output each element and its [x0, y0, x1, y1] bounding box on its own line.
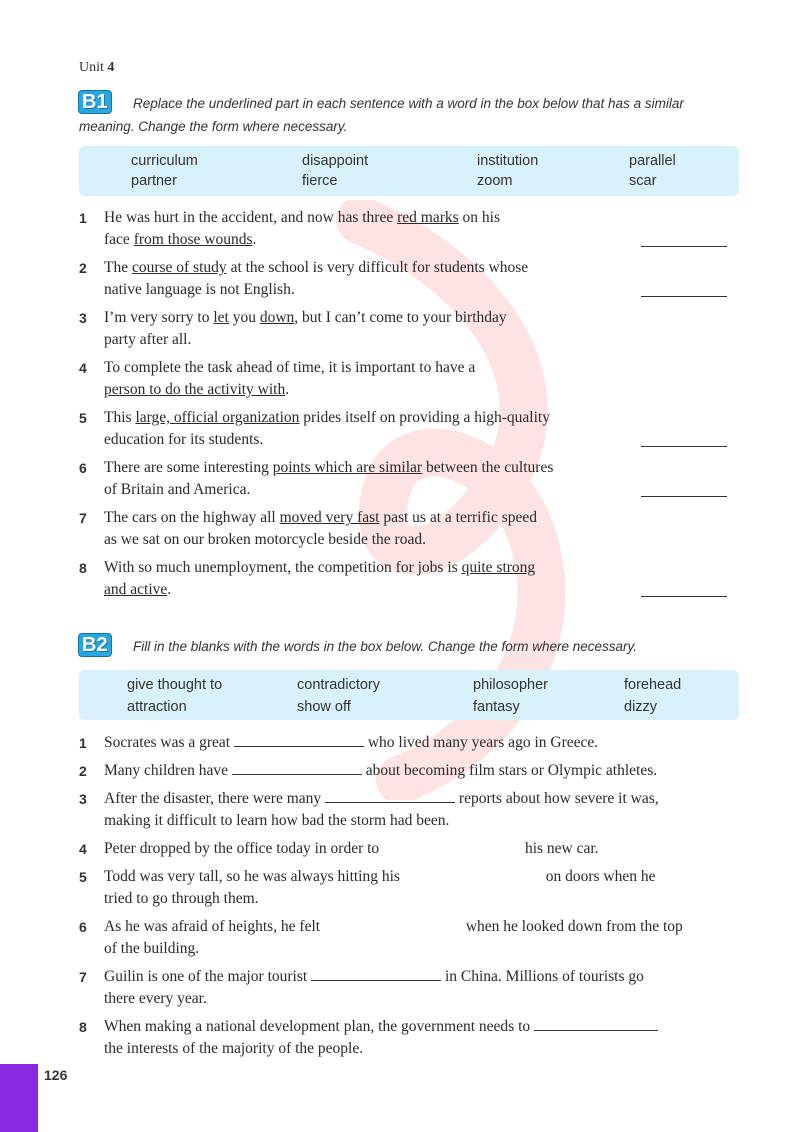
- b2-question-number: 8: [79, 1019, 87, 1035]
- fill-blank[interactable]: [325, 788, 455, 803]
- b2-question-text: Many children have about becoming film stars or Olympic athletes.: [104, 762, 658, 779]
- b2-question-number: 2: [79, 763, 87, 779]
- b2-question-text: When making a national development plan, the government needs to the interests of the majority of the people.: [104, 1016, 658, 1060]
- answer-line[interactable]: [641, 246, 727, 247]
- b1-word: disappoint: [302, 153, 369, 169]
- b2-word: dizzy: [624, 699, 658, 715]
- b2-word: contradictory: [297, 677, 381, 693]
- b1-question-text: The cars on the highway all moved very fast past us at a terrific speed as we sat on our broken motorcycle beside the road.: [104, 509, 537, 548]
- b2-question-number: 6: [79, 919, 87, 935]
- b1-instruction-line2: meaning. Change the form where necessary.: [79, 119, 348, 134]
- b2-word: forehead: [624, 677, 682, 693]
- b1-word: parallel: [629, 153, 676, 169]
- answer-line[interactable]: [641, 496, 727, 497]
- b2-word: fantasy: [473, 699, 520, 715]
- b2-question-number: 1: [79, 735, 87, 751]
- b2-question-text: Guilin is one of the major tourist in China. Millions of tourists go there every year.: [104, 968, 644, 1007]
- b1-word: curriculum: [131, 153, 198, 169]
- b1-question-number: 2: [79, 260, 87, 276]
- b1-question-text: He was hurt in the accident, and now has three red marks on his face from those wounds.: [104, 209, 500, 248]
- page-color-bar: [0, 1064, 38, 1132]
- b2-question-text: Peter dropped by the office today in order to his new car.: [104, 840, 599, 857]
- b1-question-number: 4: [79, 360, 87, 376]
- fill-blank[interactable]: [534, 1016, 658, 1031]
- b1-word: partner: [131, 173, 177, 189]
- b1-badge: B1: [78, 90, 112, 114]
- unit-header: [79, 60, 114, 76]
- b1-word: zoom: [477, 173, 513, 189]
- fill-blank[interactable]: [232, 760, 362, 775]
- b2-instruction: Fill in the blanks with the words in the box below. Change the form where necessary.: [133, 639, 638, 654]
- b2-badge: B2: [78, 633, 112, 657]
- b1-word: fierce: [302, 173, 338, 189]
- b1-question-number: 6: [79, 460, 87, 476]
- b1-question-text: With so much unemployment, the competition for jobs is quite strong and active.: [104, 559, 536, 598]
- b1-question-number: 1: [79, 210, 87, 226]
- b2-question-number: 7: [79, 969, 87, 985]
- b2-word-box: [79, 670, 739, 720]
- page-number: 126: [44, 1067, 68, 1083]
- b1-question-number: 3: [79, 310, 87, 326]
- b1-question-text: I’m very sorry to let you down, but I can’t come to your birthday party after all.: [104, 309, 507, 348]
- unit-number: 4: [107, 60, 115, 75]
- b2-question-number: 3: [79, 791, 87, 807]
- b2-question-text: After the disaster, there were many reports about how severe it was, making it difficult to learn how bad the storm had been.: [104, 790, 659, 829]
- b2-question-number: 4: [79, 841, 87, 857]
- b1-question-text: To complete the task ahead of time, it is important to have a person to do the activity with.: [104, 359, 476, 398]
- b2-word: attraction: [127, 699, 187, 715]
- b1-question-text: This large, official organization prides itself on providing a high-quality education for its students.: [104, 409, 550, 448]
- unit-label: Unit: [79, 60, 104, 75]
- b1-question-number: 7: [79, 510, 87, 526]
- fill-blank[interactable]: [311, 966, 441, 981]
- b2-question-number: 5: [79, 869, 87, 885]
- b2-question-text: As he was afraid of heights, he felt when he looked down from the top of the building.: [104, 918, 683, 957]
- b2-word: philosopher: [473, 677, 548, 693]
- b1-question-text: The course of study at the school is very difficult for students whose native language is not English.: [104, 259, 529, 298]
- answer-line[interactable]: [641, 446, 727, 447]
- b1-instruction-line1: Replace the underlined part in each sentence with a word in the box below that has a similar: [133, 96, 684, 111]
- b1-question-text: There are some interesting points which are similar between the cultures of Britain and America.: [104, 459, 554, 498]
- answer-line[interactable]: [641, 296, 727, 297]
- b1-word-box: [79, 146, 739, 196]
- fill-blank[interactable]: [234, 732, 364, 747]
- b1-word: institution: [477, 153, 539, 169]
- b1-question-number: 8: [79, 560, 87, 576]
- b2-question-text: Todd was very tall, so he was always hitting his on doors when he tried to go through them.: [104, 868, 656, 907]
- answer-line[interactable]: [641, 596, 727, 597]
- b2-question-text: Socrates was a great who lived many years ago in Greece.: [104, 734, 599, 751]
- b1-word: scar: [629, 173, 657, 189]
- b2-word: give thought to: [127, 677, 223, 693]
- b2-word: show off: [297, 699, 351, 715]
- b1-question-number: 5: [79, 410, 87, 426]
